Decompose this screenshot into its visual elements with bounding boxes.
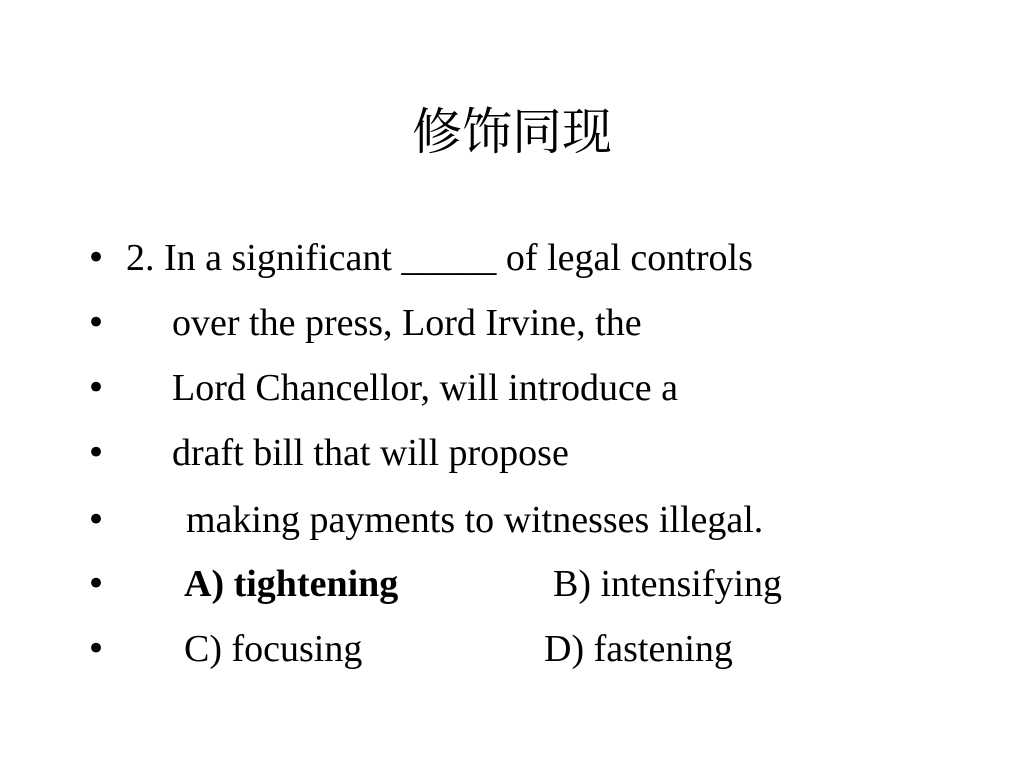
option-d: D) fastening bbox=[544, 628, 733, 670]
option-b: B) intensifying bbox=[553, 563, 783, 605]
bullet-item bbox=[0, 298, 1024, 348]
question-line: over the press, Lord Irvine, the bbox=[172, 302, 642, 344]
question-line: Lord Chancellor, will introduce a bbox=[172, 367, 679, 409]
option-c: C) focusing bbox=[184, 628, 363, 670]
bullet-marker: • bbox=[86, 433, 107, 473]
bullet-marker: • bbox=[86, 500, 107, 540]
bullet-item bbox=[0, 428, 1024, 478]
bullet-marker: • bbox=[86, 238, 107, 278]
option-a: A) tightening bbox=[184, 563, 399, 605]
bullet-item bbox=[0, 559, 1024, 609]
question-line: draft bill that will propose bbox=[172, 432, 569, 474]
bullet-marker: • bbox=[86, 564, 107, 604]
bullet-item bbox=[0, 233, 1024, 283]
bullet-marker: • bbox=[86, 629, 107, 669]
bullet-marker: • bbox=[86, 368, 107, 408]
slide-title: 修饰同现 bbox=[412, 103, 612, 161]
question-line: 2. In a significant _____ of legal controls bbox=[126, 237, 753, 279]
bullet-item bbox=[0, 495, 1024, 545]
bullet-item bbox=[0, 363, 1024, 413]
bullet-marker: • bbox=[86, 303, 107, 343]
question-line: making payments to witnesses illegal. bbox=[186, 499, 764, 541]
bullet-item bbox=[0, 624, 1024, 674]
